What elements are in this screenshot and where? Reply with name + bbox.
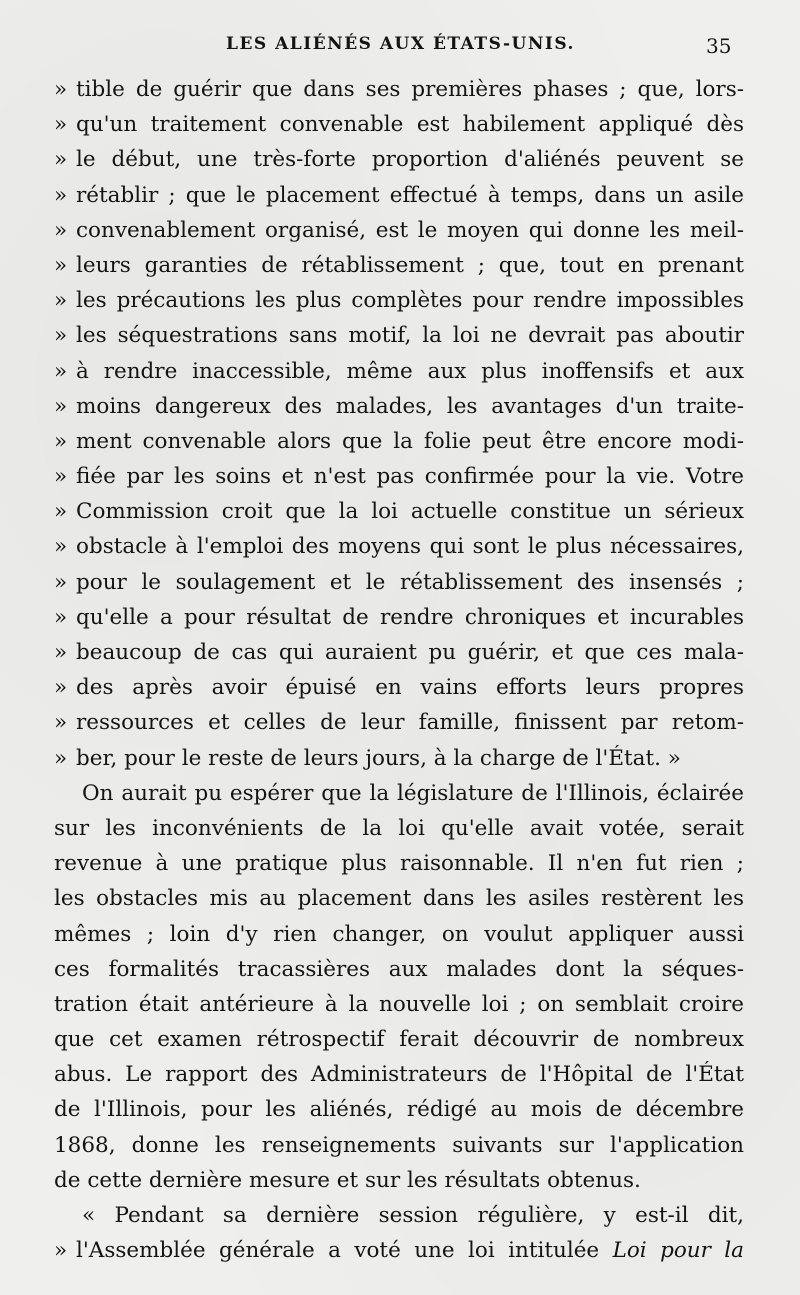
line-text: à rendre inaccessible, même aux plus inoffensifs et aux <box>76 358 744 384</box>
line-text: Commission croit que la loi actuelle constitue un sérieux <box>76 499 744 525</box>
line-text: ressources et celles de leur famille, finissent par retom- <box>76 710 744 736</box>
quote-mark: » <box>54 569 68 595</box>
text-line: sur les inconvénients de la loi qu'elle avait votée, serait <box>54 815 744 841</box>
line-text: rétablir ; que le placement effectué à temps, dans un asile <box>76 182 744 208</box>
body-text <box>54 72 744 1268</box>
line-text: fiée par les soins et n'est pas confirmée pour la vie. Votre <box>76 464 744 490</box>
text-line <box>54 600 744 635</box>
quote-mark: » <box>54 464 68 490</box>
text-line: ces formalités tracassières aux malades dont la séques- <box>54 956 744 982</box>
quote-mark: » <box>54 358 68 384</box>
text-line <box>54 459 744 494</box>
line-text: les séquestrations sans motif, la loi ne devrait pas aboutir <box>76 323 744 349</box>
quote-mark: » <box>54 393 68 419</box>
line-text: les précautions les plus complètes pour rendre impossibles <box>76 288 744 314</box>
line-text: ber, pour le reste de leurs jours, à la charge de l'État. » <box>76 745 681 771</box>
text-line: de cette dernière mesure et sur les résultats obtenus. <box>54 1167 641 1193</box>
running-head: LES ALIÉNÉS AUX ÉTATS-UNIS. <box>226 34 575 54</box>
quote-mark: » <box>54 147 68 173</box>
text-line <box>54 318 744 353</box>
text-line <box>54 529 744 564</box>
text-line: 1868, donne les renseignements suivants sur l'application <box>54 1132 744 1158</box>
page-header <box>0 34 800 64</box>
quote-mark: » <box>54 77 68 102</box>
quote-mark: » <box>54 428 68 454</box>
text-line <box>54 213 744 248</box>
text-line <box>54 1233 744 1268</box>
quote-mark: » <box>54 288 68 314</box>
quote-mark: » <box>54 217 68 243</box>
text-line <box>54 72 744 107</box>
italic-title: Loi pour la <box>612 1238 744 1264</box>
text-line <box>54 565 744 600</box>
text-line <box>54 494 744 529</box>
text-line <box>54 424 744 459</box>
text-line: de l'Illinois, pour les aliénés, rédigé au mois de décembre <box>54 1097 744 1123</box>
quote-mark: » <box>54 112 68 138</box>
quote-mark: » <box>54 640 68 665</box>
text-line <box>54 670 744 705</box>
text-line <box>54 107 744 142</box>
text-line: On aurait pu espérer que la législature de l'Illinois, éclairée <box>82 780 744 806</box>
text-line <box>54 283 744 318</box>
quote-mark: » <box>54 745 68 771</box>
quoted-paragraph-start <box>54 1198 744 1268</box>
quote-mark: » <box>54 499 68 525</box>
quote-mark: » <box>54 710 68 736</box>
quote-mark: » <box>54 252 68 278</box>
quote-mark: » <box>54 182 68 208</box>
line-text: obstacle à l'emploi des moyens qui sont le plus nécessaires, <box>76 534 744 560</box>
quote-mark: » <box>54 604 68 630</box>
line-text: convenablement organisé, est le moyen qui donne les meil- <box>76 217 744 243</box>
text-line: « Pendant sa dernière session régulière, y est-il dit, <box>82 1203 744 1228</box>
line-text: pour le soulagement et le rétablissement des insensés ; <box>76 569 744 595</box>
line-text: des après avoir épuisé en vains efforts leurs propres <box>76 675 744 701</box>
page-number: 35 <box>706 34 732 58</box>
line-text: qu'elle a pour résultat de rendre chroniques et incurables <box>76 604 744 630</box>
line-text: moins dangereux des malades, les avantages d'un traite- <box>76 393 744 419</box>
line-text: tible de guérir que dans ses premières phases ; que, lors- <box>76 77 744 102</box>
text-line: que cet examen rétrospectif ferait découvrir de nombreux <box>54 1027 744 1053</box>
text-line: mêmes ; loin d'y rien changer, on voulut appliquer aussi <box>54 921 744 947</box>
text-line: les obstacles mis au placement dans les asiles restèrent les <box>54 886 744 912</box>
text-line: tration était antérieure à la nouvelle loi ; on semblait croire <box>54 991 744 1017</box>
text-line <box>54 705 744 740</box>
text-line: revenue à une pratique plus raisonnable. Il n'en fut rien ; <box>54 851 744 877</box>
line-text: leurs garanties de rétablissement ; que, tout en prenant <box>76 252 744 278</box>
text-line <box>54 741 744 776</box>
line-text: l'Assemblée générale a voté une loi intitulée <box>76 1238 600 1264</box>
line-text: beaucoup de cas qui auraient pu guérir, et que ces mala- <box>76 640 744 665</box>
text-line <box>54 635 744 670</box>
text-line <box>54 142 744 177</box>
text-line <box>54 248 744 283</box>
line-text: le début, une très-forte proportion d'aliénés peuvent se <box>76 147 744 173</box>
line-text: qu'un traitement convenable est habilement appliqué dès <box>76 112 744 138</box>
text-line <box>54 354 744 389</box>
text-line <box>54 178 744 213</box>
paragraph <box>54 776 744 1198</box>
quote-mark: » <box>54 675 68 701</box>
quoted-paragraph <box>54 72 744 776</box>
text-line: abus. Le rapport des Administrateurs de l'Hôpital de l'État <box>54 1062 744 1088</box>
quote-mark: » <box>54 323 68 349</box>
quote-mark: » <box>54 534 68 560</box>
quote-mark: » <box>54 1238 68 1264</box>
line-text: ment convenable alors que la folie peut être encore modi- <box>76 428 744 454</box>
text-line <box>54 389 744 424</box>
